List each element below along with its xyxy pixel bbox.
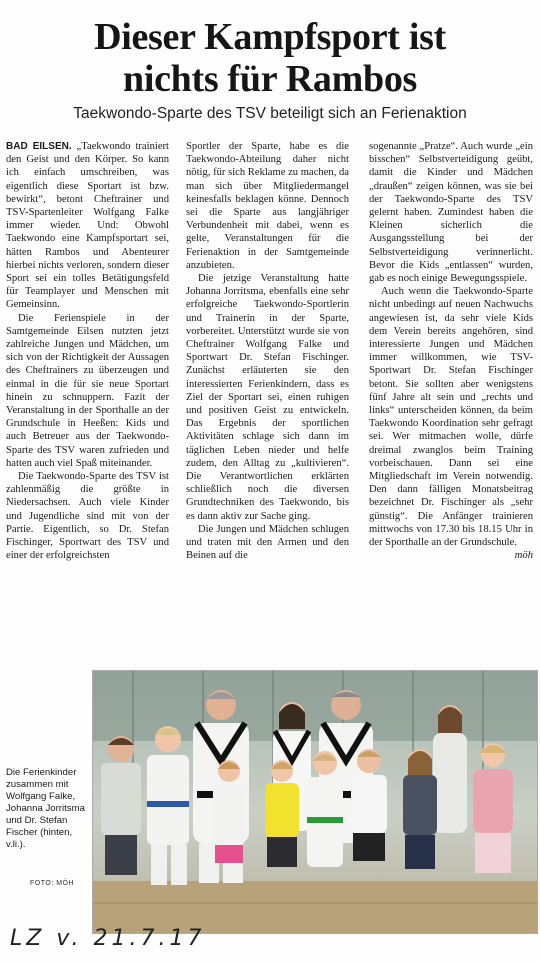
handwritten-date-note: LZ v. 21.7.17 bbox=[10, 926, 206, 951]
paragraph: Die Ferienspiele in der Samtgemeinde Eilsen nutzten jetzt zahlreiche Jungen und Mädchen, um sich von der Richtigkeit der Aussagen des Cheftrainers zu überzeugen und einmal in die für sie neue Sportart hinein zu schnuppern. Fazit der Veranstaltung in der Sporthalle an der Grundschule in Heeßen: Kids und auch Betreuer aus der Taekwondo-Sparte des TSV waren zufrieden und hatten auch viel Spaß miteinander. bbox=[6, 312, 169, 469]
headline-line-2: nichts für Rambos bbox=[122, 58, 418, 100]
subheadline: Taekwondo-Sparte des TSV beteiligt sich an Ferienaktion bbox=[73, 105, 467, 122]
photo-credit: FOTO: MÖH bbox=[30, 880, 75, 887]
paragraph: Die Taekwondo-Sparte des TSV ist zahlenmäßig die größte in Niedersachsen. Auch viele Kinder und Jugendliche sind mit von der Partie. Eigentlich, so Dr. Stefan Fischinger, Sportwart des TSV und einer der erfolgreichsten bbox=[6, 471, 169, 562]
paragraph: Die jetzige Veranstaltung hatte Johanna Jorritsma, ebenfalls eine sehr erfolgreiche Taekwondo-Sportlerin und Trainerin in der Sparte, vorbereitet. Unterstützt wurde sie von Cheftrainer Wolfgang Falke und Sportwart Dr. Stefan Fischinger. Zunächst erläuterten sie den interessierten Ferienkindern, dass es Ziel der Sportart sei, einen ruhigen und positiven Geist zu entwickeln. Das Ergebnis der sportlichen Aktivitäten schlage sich dann im täglichen Leben nieder und helfe zudem, den Alltag zu „kultivieren“. Die Verantwortlichen erklärten schließlich noch die diversen Grundtechniken des Taekwondo, bis es dann aktiv zur Sache ging. bbox=[186, 273, 349, 522]
paragraph bbox=[6, 140, 169, 312]
paragraph: Die Jungen und Mädchen schlugen und traten mit den Armen und den Beinen auf die bbox=[186, 523, 349, 562]
article-column-1 bbox=[6, 140, 169, 668]
author-initials: möh bbox=[514, 550, 533, 562]
paragraph-text: „Taekwondo trainiert den Geist und den Körper. So kann ich einfach umschreiben, was eigentlich diese Sportart ist bzw. bewirkt“, betont Cheftrainer und TSV-Spartenleiter Wolfgang Falke immer wieder. Und: Obwohl Taekwondo eine Kampfsportart sei, hätten Rambos und Abenteurer hierbei nichts verloren, sondern dieser Sport sei ein tolles Betätigungsfeld für Teamplayer und Menschen mit Gemeinsinn. bbox=[6, 141, 169, 311]
group-photo bbox=[92, 670, 538, 934]
paragraph: sogenannte „Pratze“. Auch wurde „ein bisschen“ Selbstverteidigung geübt, damit die Kinder und Mädchen „draußen“ zeigen können, was sie bei der Taekwondo-Sparte des TSV gelernt haben. Zumindest haben die Kleinen sicherlich die Ausgangsstellung bei der Selbstverteidigung verinnerlicht. Bevor die Kids „entlassen“ wurden, gab es noch einige Bewegungsspiele. bbox=[369, 141, 533, 285]
photo-caption: Die Ferienkinder zusammen mit Wolfgang Falke, Johanna Jorritsma und Dr. Stefan Fischer (hinten, v.li.). bbox=[6, 767, 85, 850]
dateline: BAD EILSEN. bbox=[6, 141, 72, 152]
headline-line-1: Dieser Kampfsport ist bbox=[94, 16, 446, 58]
article-column-3 bbox=[369, 140, 533, 658]
paragraph: Auch wenn die Taekwondo-Sparte nicht unbedingt auf neuen Nachwuchs angewiesen ist, da sehr viele Kids dem Verein bereits angehören, sind interessierte Jungen und Mädchen immer willkommen, wie TSV-Sportwart Dr. Stefan Fischinger betont. Sie sollten aber wenigstens fünf Jahre alt sein und „rechts und links“ unterscheiden können, da beim Taekwondo Koordination sehr gefragt sei. Wer mitmachen wolle, dürfe dreimal zwanglos beim Training vorbeischauen. Dann sei eine Mitgliedschaft im Verein notwendig. Den dann fälligen Monatsbeitrag bezeichnet Dr. Fischinger als „sehr günstig“. Die Anfänger trainieren mittwochs von 17.30 bis 18.15 Uhr in der Sporthalle an der Grundschule. bbox=[369, 286, 533, 549]
group-photo-illustration bbox=[93, 671, 537, 933]
article-column-2 bbox=[186, 140, 349, 662]
paragraph: Sportler der Sparte, habe es die Taekwondo-Abteilung daher nicht nötig, für sich Reklame zu machen, da man sich über Mitgliedermangel keinesfalls beklagen könne. Dennoch sei die Sparte aus langjähriger Verbundenheit mit dabei, wenn es gelte, Veranstaltungen für die Ferienaktion in der Samtgemeinde anzubieten. bbox=[186, 141, 349, 271]
